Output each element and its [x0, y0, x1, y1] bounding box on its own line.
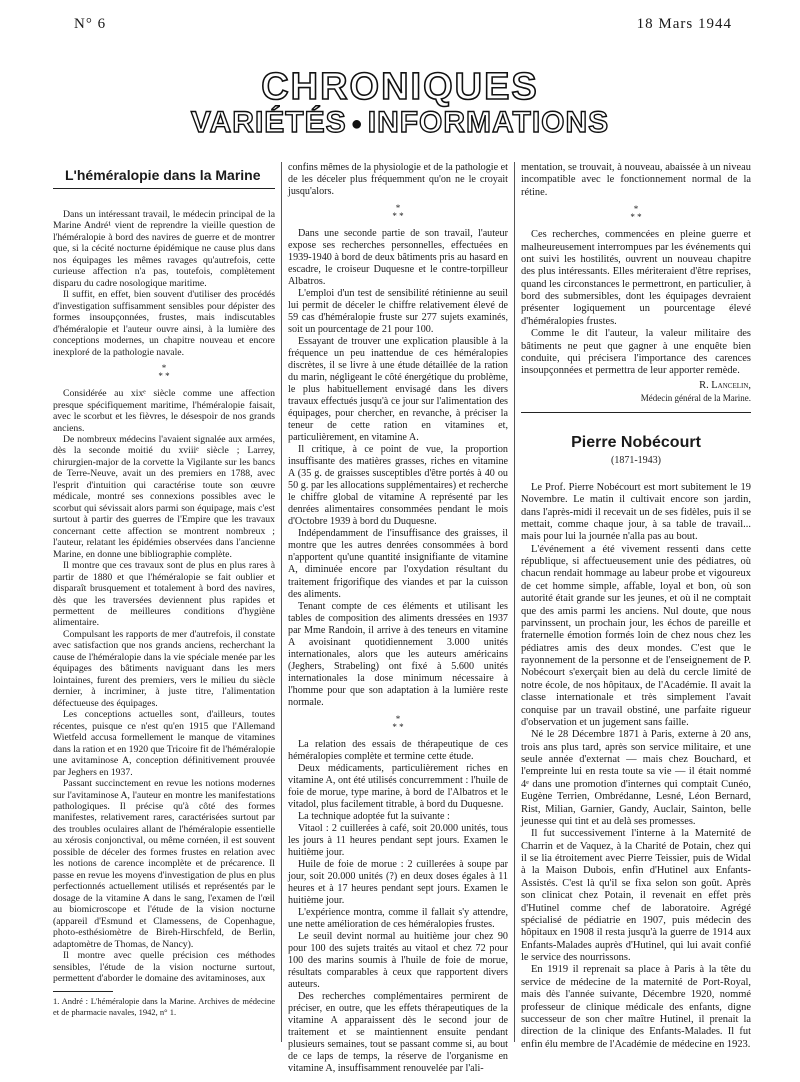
paragraph: Les conceptions actuelles sont, d'ailleurs, toutes récentes, puisque ce n'est qu'en 1915 que l'Allemand Wietfeld accusa formellement le manque de vitamines dans la ration et en 1920 que Tricoire fit de l'héméralopie une avitaminose A, conception définitivement prouvée par Jeghers en 1937.: [53, 709, 275, 778]
paragraph: Il fut successivement l'interne à la Maternité de Charrin et de Vaquez, à la Charité de Potain, chez qui il se lia étroitement avec Pierre Teissier, puis de Widal à la Maison Dubois, enfin d'Hutinel aux Enfants-Assistés. C'est là qu'il se fixa selon son goût. Après son clinicat chez Potain, il revenait en effet près d'Hutinel comme chef de laboratoire. Agrégé spécialisé de pédiatrie en 1907, puis médecin des hôpitaux en 1908 il resta jusqu'à la guerre de 1914 aux Enfants-Malades auprès d'Hutinel, qui lui avait confié le service des nourrissons.: [521, 828, 751, 963]
paragraph: Essayant de trouver une explication plausible à la fréquence un peu inattendue de ces héméralopies discrètes, il se livre à une étude détaillée de la ration du marin, négligeant le côté énergétique du problème, le plus habituellement envisagé dans les divers travaux effectués jusqu'à ce jour sur l'alimentation des équipages, pour chercher, en revanche, à préciser la teneur de cette ration en vitamines et, particulièrement, en vitamine A.: [288, 336, 508, 444]
article-title-hemeralopie: L'héméralopie dans la Marine: [65, 167, 261, 183]
paragraph: Compulsant les rapports de mer d'autrefois, il constate avec satisfaction que nos grands anciens, recherchant la cause de l'héméralopie dans la vie spéciale menée par les équipages des bâtiments naviguant dans les mers lointaines, furent des premiers, vers le milieu du siècle dernier, à incriminer, à juste titre, l'alimentation défectueuse des équipages.: [53, 628, 275, 709]
column-3: [521, 162, 751, 1051]
masthead-chroniques: CHRONIQUES: [261, 66, 539, 108]
title-rule: [53, 188, 275, 189]
author-name: R. Lancelin,: [699, 379, 751, 391]
paragraph: Le Prof. Pierre Nobécourt est mort subitement le 19 Novembre. Le matin il cultivait encore son jardin, dans l'après-midi il recevait un de ses fidèles, puis il se mettait, comme chaque jour, à sa table de travail... mais pour lui la journée n'alla pas au bout.: [521, 481, 751, 543]
issue-date: 18 Mars 1944: [636, 16, 732, 32]
paragraph: mentation, se trouvait, à nouveau, abaissée à un niveau incompatible avec le fonctionnement normal de la rétine.: [521, 162, 751, 198]
paragraph: Indépendamment de l'insuffisance des graisses, il montre que les autres denrées consommées à bord n'apportent qu'une quantité insignifiante de vitamine A, diminuée encore par l'oxydation résultant du traitement frigorifique des viandes et par la cuisson des aliments.: [288, 528, 508, 600]
paragraph: Comme le dit l'auteur, la valeur militaire des bâtiments ne peut que gagner à une enquête bien conduite, qui précisera l'importance des carences insoupçonnées et permettra de leur apporter remède.: [521, 328, 751, 377]
column-divider-1: [281, 162, 282, 1042]
paragraph: Vitaol : 2 cuillerées à café, soit 20.000 unités, tous les jours à 11 heures pendant sept jours. Examen le huitième jour.: [288, 822, 508, 858]
masthead-varietes: VARIÉTÉS: [190, 106, 347, 139]
paragraph: La relation des essais de thérapeutique de ces héméralopies complète et termine cette étude.: [288, 738, 508, 762]
article-dates: (1871-1943): [611, 455, 661, 467]
paragraph: Huile de foie de morue : 2 cuillerées à soupe par jour, soit 20.000 unités (?) en deux doses égales à 11 heures et à 17 heures pendant sept jours. Examen le huitième jour.: [288, 858, 508, 906]
paragraph: Tenant compte de ces éléments et utilisant les tables de composition des aliments dressées en 1937 par Mme Randoin, il arrive à des teneurs en vitamine A avoisinant quotidiennement 3.000 unités internationales, alors que les auteurs américains (Jeghers, Strabeling) ont fixé à 5.600 unités internationales la dose minimum nécessaire à l'homme pour que son adaptation à la lumière reste normale.: [288, 600, 508, 708]
paragraph: Passant succinctement en revue les notions modernes sur l'avitaminose A, l'auteur en montre les manifestations pathologiques. Il précise qu'à côté des formes manifestes, relativement rares, caractérisées surtout par des troubles oculaires allant de l'héméralopie essentielle au xérosis conjonctival, ou même cornéen, il est souvent possible de déceler des formes frustes en relation avec les notions de carence incomplète et de précarence. Il passe en revue les moyens d'investigation de plus en plus perfectionnés actuellement utilisés et représentés par le dosage de la vitamine A dans le sang, l'examen de l'œil au biomicroscope et l'étude de la vision nocturne (appareil d'Esmund et Clamessens, de Copenhague, photo-esthésiomètre de Bireh-Hirschfeld, de Berlin, adaptomètre de Thomas, de Nancy).: [53, 778, 275, 950]
paragraph: Il montre que ces travaux sont de plus en plus rares à partir de 1880 et que l'héméralopie se fait oublier et disparaît brusquement et totalement à bord des navires, dès que les traversées deviennent plus rapides et permettent de meilleures conditions d'hygiène alimentaire.: [53, 560, 275, 629]
paragraph: La technique adoptée fut la suivante :: [298, 810, 450, 822]
asterism-icon: * * *: [392, 203, 404, 222]
article-title-nobecourt: Pierre Nobécourt: [571, 434, 701, 452]
paragraph: Considérée au xixᵉ siècle comme une affection presque spécifiquement maritime, l'héméralopie faisait, avec le scorbut et les fièvres, le désespoir de nos grands anciens.: [53, 388, 275, 434]
paragraph: En 1919 il reprenait sa place à Paris à la tête du service de médecine de la maternité de Port-Royal, mais dès l'année suivante, Décembre 1920, nommé professeur de clinique médicale des enfants, digne successeur de son cher maître Hutinel, il prenait la direction de la clinique des Enfants-Malades. Il fut enfin élu membre de l'Académie de médecine en 1923.: [521, 964, 751, 1050]
asterism-icon: * * *: [158, 363, 170, 382]
paragraph: Ces recherches, commencées en pleine guerre et malheureusement interrompues par les événements qui ont suivi les hostilités, ouvrent un nouveau chapitre des plus intéressants. Elles mériteraient d'être reprises, quand les circonstances le permettront, en particulier, à bord des submersibles, dont les équipages devraient présenter logiquement un pourcentage élevé d'héméralopies frustes.: [521, 229, 751, 327]
footnote: 1. André : L'héméralopie dans la Marine. Archives de médecine et de pharmacie navales, 1942, n° 1.: [53, 996, 275, 1017]
paragraph: L'emploi d'un test de sensibilité rétinienne au seuil lui permit de déceler le chiffre relativement élevé de 59 cas d'héméralopie fruste sur 277 sujets examinés, soit un pourcentage de 21 pour 100.: [288, 288, 508, 336]
paragraph: Il montre avec quelle précision ces méthodes sensibles, l'étude de la vision nocturne surtout, permettent d'aborder le domaine des avitaminoses, aux: [53, 950, 275, 984]
paragraph: Dans un intéressant travail, le médecin principal de la Marine André¹ vient de reprendre la vieille question de l'héméralopie à bord des navires de guerre et de montrer que, si la cécité nocturne épidémique ne cause plus dans nos équipages les mêmes ravages qu'autrefois, cette curieuse affection n'a pas, toutefois, complètement disparu du cadre nosologique maritime.: [53, 209, 275, 289]
paragraph: confins mêmes de la physiologie et de la pathologie et de les déceler plus fréquemment qu'on ne le croyait jusqu'alors.: [288, 162, 508, 198]
paragraph: L'expérience montra, comme il fallait s'y attendre, une nette amélioration de ces héméralopies frustes.: [288, 906, 508, 930]
paragraph: Il critique, à ce point de vue, la proportion insuffisante des matières grasses, riches en vitamine A (35 g. de graisses susceptibles d'être portés à 40 ou 50 g. par les allocations supplémentaires) et recherche le chiffre global de vitamine A représenté par les denrées alimentaires consommées pendant le mois d'Octobre 1939 à bord du Duquesne.: [288, 444, 508, 528]
author-signature: [521, 380, 751, 405]
asterism-icon: * * *: [630, 204, 642, 223]
masthead-subtitle: [0, 106, 800, 140]
paragraph: Des recherches complémentaires permirent de préciser, en outre, que les effets thérapeutiques de la vitamine A apparaissent dès le second jour de traitement et se maintiennent ensuite pendant plusieurs semaines, tout se passant comme si, au bout de ce laps de temps, la réserve de l'organisme en vitamine A, insuffisamment renouvelée par l'ali-: [288, 991, 508, 1075]
column-1: [53, 162, 275, 984]
footnote-rule: [53, 991, 113, 992]
paragraph: Dans une seconde partie de son travail, l'auteur expose ses recherches personnelles, effectuées en 1939-1940 à bord de deux bâtiments pris au hasard en escadre, le croiseur Duquesne et le contre-torpilleur Albatros.: [288, 228, 508, 288]
column-2: [288, 162, 508, 1075]
author-role: Médecin général de la Marine.: [640, 393, 751, 403]
paragraph: L'événement a été vivement ressenti dans cette république, si affectueusement unie des pédiatres, où chacun rendait hommage au labeur probe et vigoureux de cet homme simple, affable, loyal et bon, où son autorité était grande sur les jeunes, et où il ne comptait que des amis parmi les anciens. Nul doute, que nous parvinssent, un prochain jour, les échos de pareille et fraternelle émotion formés loin de chez nous chez les pédiatres amis des deux mondes. C'est que le rayonnement de la personne et de l'enseignement de P. Nobécourt s'exerçait bien au delà du cercle limité de notre école, de nos hôpitaux, de l'Académie. Il avait la classe internationale et très simplement l'avait conquise par un travail obstiné, une parfaite rigueur d'observation et un jugement sans faille.: [521, 543, 751, 728]
masthead-informations: INFORMATIONS: [367, 106, 610, 139]
paragraph: Né le 28 Décembre 1871 à Paris, externe à 20 ans, trois ans plus tard, après son service militaire, et une seule année d'externat — mais chez Bouchard, et l'empreinte lui en resta toute sa vie — il était nommé 4ᵉ dans une promotion d'internes qui comptait Cunéo, Eugène Terrien, Ombrédanne, Lesné, Léon Bernard, Rist, Milian, Garnier, Gandy, Auclair, Sainton, belle jeunesse qui tint et au delà ses promesses.: [521, 729, 751, 827]
issue-number: N° 6: [74, 16, 107, 32]
paragraph: Deux médicaments, particulièrement riches en vitamine A, ont été utilisés concurremment : l'huile de foie de morue, type marine, à bord de l'Albatros et le vitadol, plus facilement titrable, à bord du Duquesne.: [288, 762, 508, 810]
paragraph: Le seuil devint normal au huitième jour chez 90 pour 100 des sujets traités au vitaol et chez 72 pour 100 des marins soumis à l'huile de foie de morue, résultats comparables à ceux que rapportent divers auteurs.: [288, 930, 508, 990]
paragraph: De nombreux médecins l'avaient signalée aux armées, dès la seconde moitié du xviiiᵉ siècle ; Larrey, chirurgien-major de la corvette la Vigilante sur les bancs de Terre-Neuve, avait un des premiers en 1788, avec l'esprit d'intuition qui caractérise toute son œuvre médicale, montré ses connexions possibles avec le scorbut qui sévissait alors parmi son équipage, mais c'est surtout à partir des guerres de l'Empire que les travaux concernant cette affection se montrent nombreux ; l'auteur, relatant les épidémies observées dans l'ancienne Marine, en donne une bibliographie complète.: [53, 433, 275, 560]
bullet-separator-icon: ●: [350, 112, 364, 135]
column-divider-2: [514, 162, 515, 1042]
asterism-icon: * * *: [392, 713, 404, 732]
article-separator: [521, 412, 751, 413]
paragraph: Il suffit, en effet, bien souvent d'utiliser des procédés d'investigation suffisamment sensibles pour dépister des formes insoupçonnées, frustes, mais indiscutables d'héméralopie et l'auteur ouvre ainsi, à la lumière des conceptions modernes, un chapitre nouveau et encore inexploré de la pathologie navale.: [53, 289, 275, 358]
